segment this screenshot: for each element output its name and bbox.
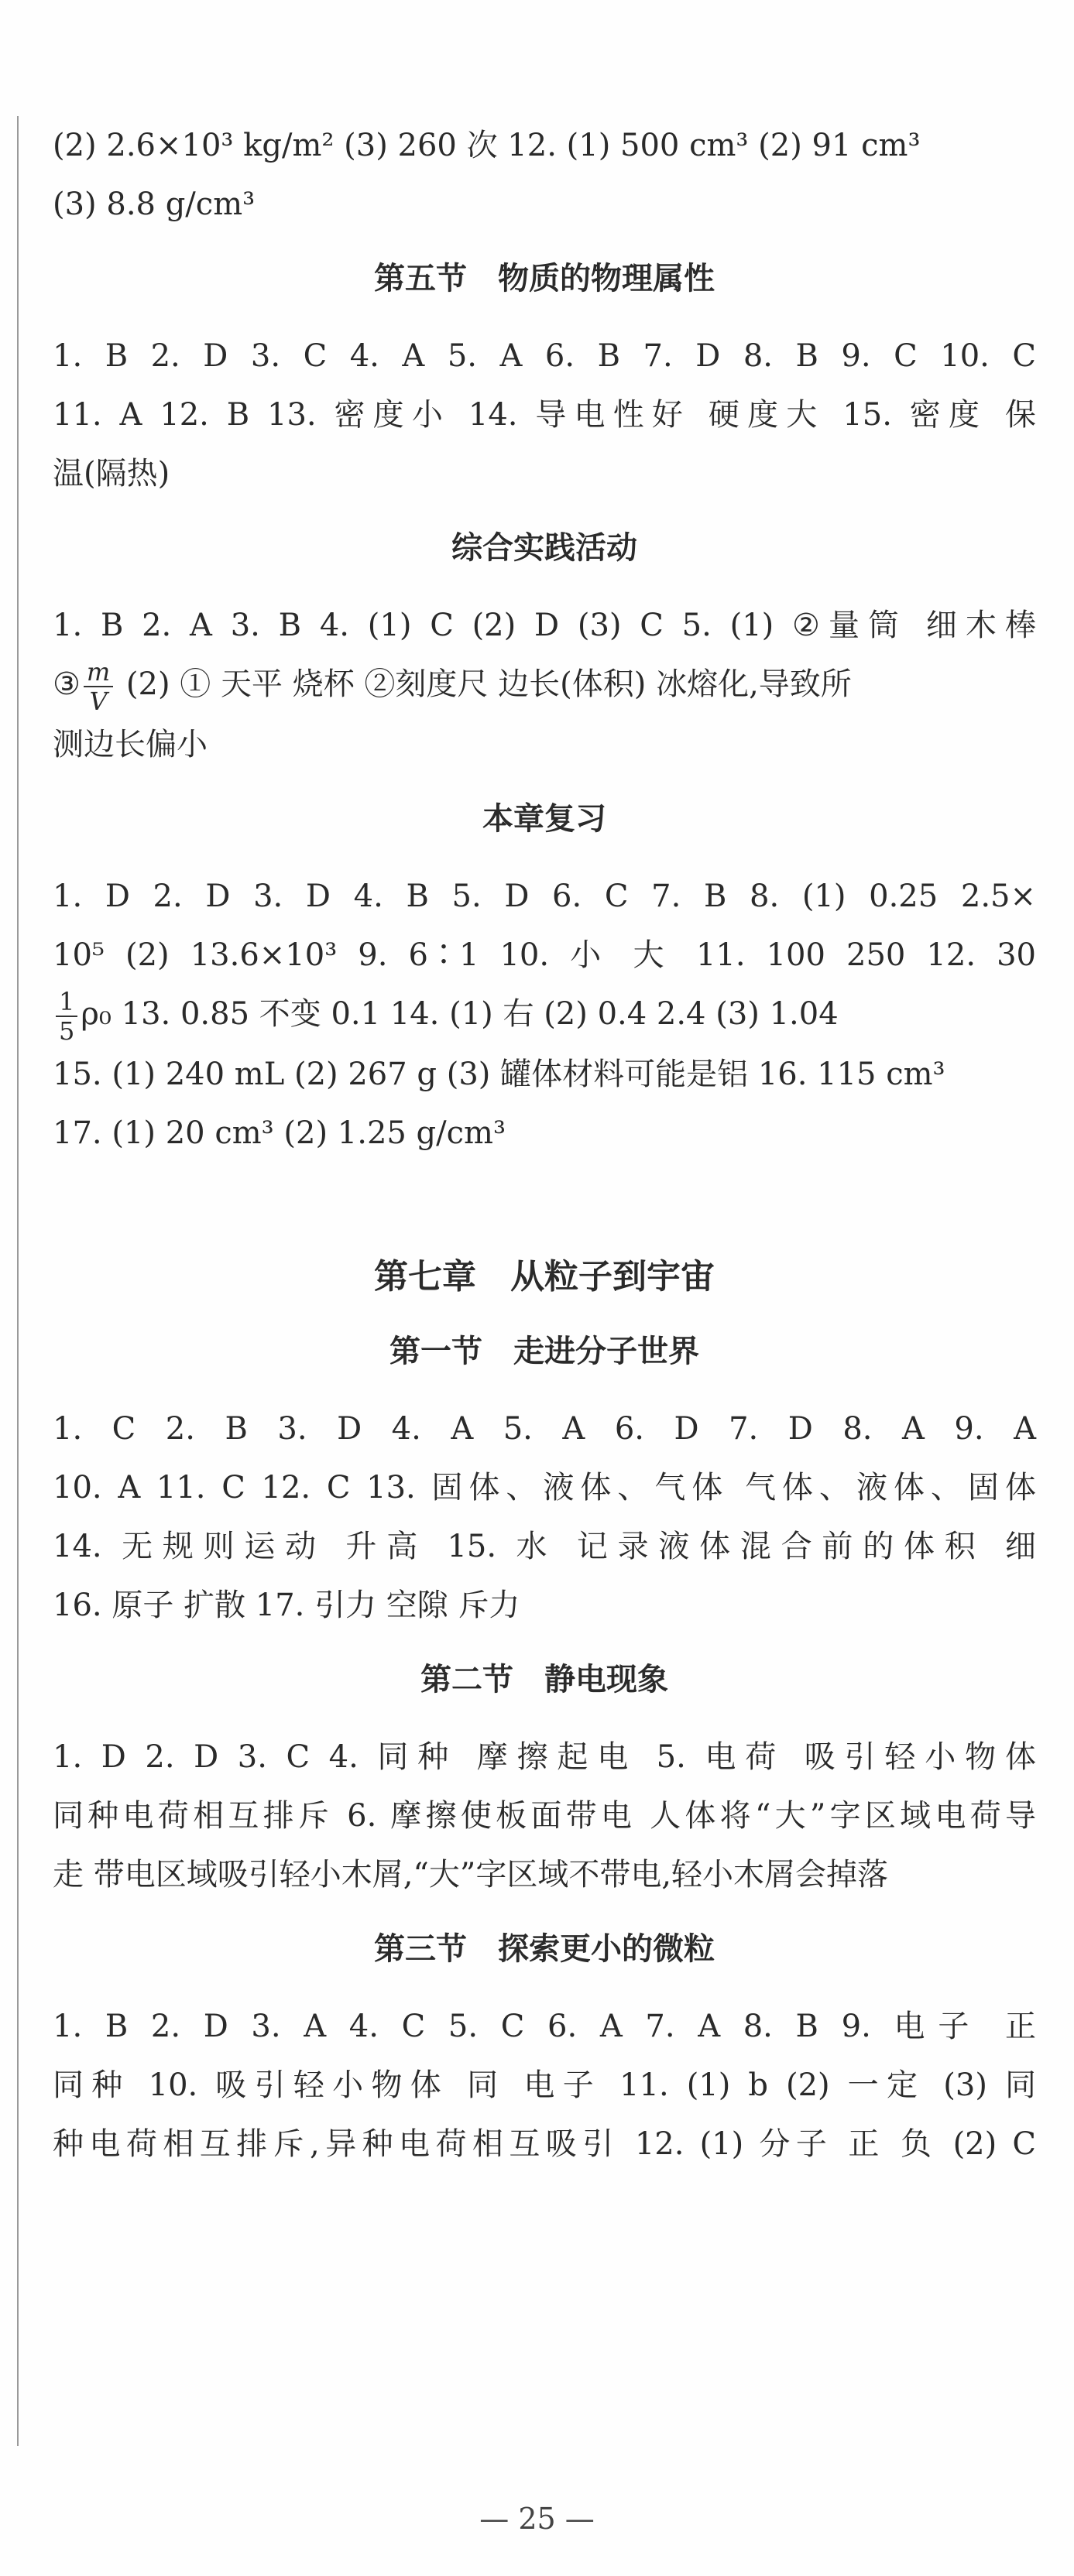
answer-line: 1. B 2. A 3. B 4. (1) C (2) D (3) C 5. (1) ②量筒 细木棒 [53,608,1036,643]
answer-line: 种电荷相互排斥,异种电荷相互吸引 12. (1) 分子 正 负 (2) C [53,2126,1036,2162]
answer-line: 10⁵ (2) 13.6×10³ 9. 6∶1 10. 小 大 11. 100 250 12. 30 [53,937,1036,973]
answer-line: 测边长偏小 [53,727,208,762]
answer-line: 1. D 2. D 3. D 4. B 5. D 6. C 7. B 8. (1) 0.25 2.5× [53,879,1036,914]
chapter-heading: 第七章 从粒子到宇宙 [374,1257,715,1297]
answer-line [53,985,1036,1045]
answer-line: 15. (1) 240 mL (2) 267 g (3) 罐体材料可能是铝 16. 115 cm³ [53,1057,945,1092]
answer-line: (2) 2.6×10³ kg/m² (3) 260 次 12. (1) 500 cm³ (2) 91 cm³ [53,128,921,163]
answer-line: (3) 8.8 g/cm³ [53,187,256,222]
section-heading: 第五节 物质的物理属性 [374,261,715,296]
answer-line: 16. 原子 扩散 17. 引力 空隙 斥力 [53,1588,520,1623]
fraction-denominator: 5 [59,1016,75,1046]
answer-line: 温(隔热) [53,456,170,492]
section-heading: 第一节 走进分子世界 [389,1334,699,1369]
fraction-numerator: m [84,658,113,687]
left-margin-rule [17,116,19,2446]
section-heading: 本章复习 [482,801,606,837]
answer-line: 10. A 11. C 12. C 13. 固体、液体、气体 气体、液体、固体 [53,1470,1036,1506]
answer-line: 17. (1) 20 cm³ (2) 1.25 g/cm³ [53,1115,506,1151]
section-heading: 第三节 探索更小的微粒 [374,1931,715,1967]
answer-line: 同种电荷相互排斥 6. 摩擦使板面带电 人体将“大”字区域电荷导 [53,1798,1036,1834]
answer-line: 14. 无规则运动 升高 15. 水 记录液体混合前的体积 细 [53,1529,1036,1564]
answer-line: 走 带电区域吸引轻小木屑,“大”字区域不带电,轻小木屑会掉落 [53,1857,889,1893]
fraction-numerator: 1 [56,988,77,1017]
fraction-one-fifth [56,988,77,1045]
answer-line: 11. A 12. B 13. 密度小 14. 导电性好 硬度大 15. 密度 保 [53,397,1036,433]
fraction-denominator: V [89,687,108,716]
answer-text: (2) ① 天平 烧杯 ②刻度尺 边长(体积) 冰熔化,导致所 [116,666,852,702]
answer-line: 1. C 2. B 3. D 4. A 5. A 6. D 7. D 8. A 9. A [53,1411,1036,1447]
page-number: — 25 — [479,2502,595,2536]
answer-text: ③ [53,666,81,702]
section-heading: 综合实践活动 [451,530,637,566]
fraction-m-over-v [84,658,113,715]
section-heading: 第二节 静电现象 [420,1662,668,1697]
answer-line: 1. D 2. D 3. C 4. 同种 摩擦起电 5. 电荷 吸引轻小物体 [53,1739,1036,1775]
answer-text: ρ₀ 13. 0.85 不变 0.1 14. (1) 右 (2) 0.4 2.4 (3) 1.04 [81,996,839,1032]
answer-line: 1. B 2. D 3. C 4. A 5. A 6. B 7. D 8. B 9. C 10. C [53,338,1036,374]
answer-page [53,116,1036,2174]
answer-line: 同种 10. 吸引轻小物体 同 电子 11. (1) b (2) 一定 (3) 同 [53,2067,1036,2103]
answer-line: 1. B 2. D 3. A 4. C 5. C 6. A 7. A 8. B 9. 电子 正 [53,2009,1036,2044]
answer-line [53,655,1036,715]
